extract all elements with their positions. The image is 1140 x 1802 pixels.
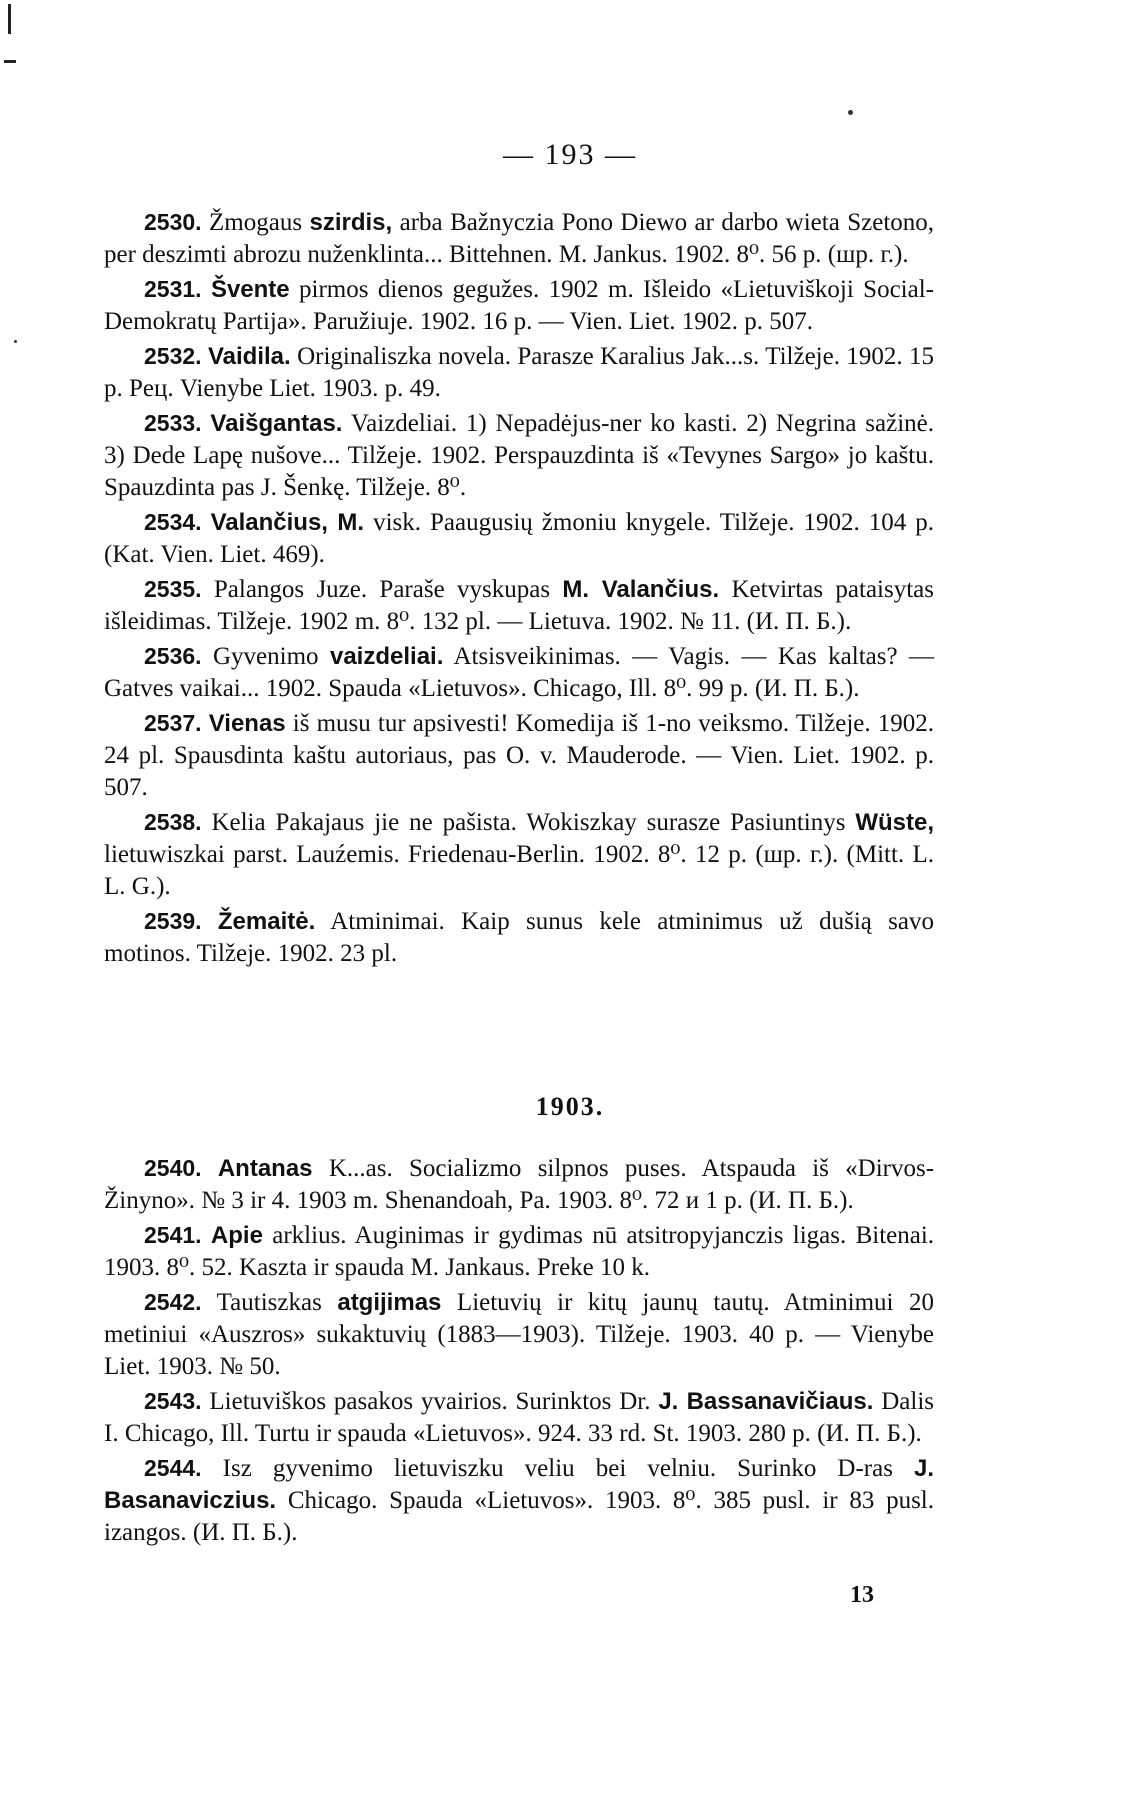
entry-number: 2541. <box>144 1222 202 1248</box>
bibliography-entry <box>104 340 934 405</box>
entry-text: iš musu tur apsivesti! Komedija iš 1-no veiksmo. Tilžeje. 1902. 24 pl. Spausdinta kaštu autoriaus, pas O. v. Mauderode. — Vien. Liet. 1902. p. 507. <box>104 710 935 801</box>
entry-number: 2540. <box>144 1155 202 1181</box>
bibliography-entry <box>104 1219 934 1284</box>
paper-speck <box>848 110 853 115</box>
entries-1902 <box>104 206 934 972</box>
entry-number: 2532. <box>144 343 202 369</box>
entry-text: arba Bažnyczia Pono Diewo ar darbo wieta Szetono, per deszimti abrozu nuženklinta... Bittehnen. M. Jankus. 1902. 8⁰. 56 p. (шр. г.). <box>104 209 935 268</box>
entry-keyword: Žemaitė. <box>217 908 316 935</box>
entry-lead: Gyvenimo <box>213 643 319 670</box>
bibliography-entry <box>104 506 934 571</box>
bibliography-entry <box>104 206 934 271</box>
entry-number: 2530. <box>144 209 202 235</box>
entry-keyword: atgijimas <box>337 1289 442 1316</box>
entry-lead: Isz gyvenimo lietuviszku veliu bei velniu. Surinko D-ras <box>222 1455 893 1482</box>
entry-lead: Lietuviškos pasakos yvairios. Surinktos Dr. <box>209 1388 651 1415</box>
margin-mark <box>8 4 11 34</box>
entry-lead: Žmogaus <box>209 209 303 236</box>
entry-number: 2535. <box>144 576 202 602</box>
entry-text: Originaliszka novela. Parasze Karalius Jak...s. Tilžeje. 1902. 15 p. Peц. Vienybe Liet. 1903. p. 49. <box>104 343 934 402</box>
year-heading: 1903. <box>535 1092 605 1121</box>
bibliography-entry <box>104 640 934 705</box>
entry-keyword: J. Bassanavičiaus. <box>658 1388 874 1415</box>
entry-lead: Kelia Pakajaus jie ne pašista. Wokiszkay surasze Pasiuntinys <box>211 809 846 836</box>
bibliography-entry <box>104 407 934 504</box>
entry-text: lietuwiszkai parst. Lauźemis. Friedenau-Berlin. 1902. 8⁰. 12 p. (шр. г.). (Mitt. L. L. G.). <box>104 841 934 900</box>
bibliography-entry <box>104 1452 934 1549</box>
entry-text: Atsisveikinimas. — Vagis. — Kas kaltas? — Gatves vaikai... 1902. Spauda «Lietuvos». Chicago, Ill. 8⁰. 99 p. (И. П. Б.). <box>104 643 935 702</box>
entry-text: arklius. Auginimas ir gydimas nū atsitropyjanczis ligas. Bitenai. 1903. 8⁰. 52. Kaszta ir spauda M. Jankaus. Preke 10 k. <box>104 1222 935 1281</box>
page-number: — 193 — <box>503 138 637 171</box>
entry-lead: Palangos Juze. Paraše vyskupas <box>213 576 551 603</box>
entry-number: 2543. <box>144 1388 202 1414</box>
entry-keyword: vaizdeliai. <box>329 643 444 670</box>
entry-keyword: J. Basanaviczius. <box>104 1455 935 1514</box>
bibliography-entry <box>104 1385 934 1450</box>
bibliography-entry <box>104 905 934 970</box>
entry-number: 2539. <box>144 908 202 934</box>
entry-number: 2538. <box>144 809 202 835</box>
entry-text: Atminimai. Kaip sunus kele atminimus už dušią savo motinos. Tilžeje. 1902. 23 pl. <box>104 908 935 967</box>
entry-text: K...as. Socializmo silpnos puses. Atspauda iš «Dirvos-Žinyno». № 3 ir 4. 1903 m. Shenandoah, Pa. 1903. 8⁰. 72 и 1 p. (И. П. Б.). <box>104 1155 935 1214</box>
entry-number: 2537. <box>144 710 202 736</box>
entry-keyword: Apie <box>210 1222 263 1249</box>
entry-number: 2536. <box>144 643 202 669</box>
entry-lead: Tautiszkas <box>216 1289 322 1316</box>
bibliography-entry <box>104 1152 934 1217</box>
entry-keyword: M. Valančius. <box>562 576 720 603</box>
entry-text: Lietuvių ir kitų jaunų tautų. Atminimui 20 metiniui «Auszros» sukaktuvių (1883—1903). Tilžeje. 1903. 40 p. — Vienybe Liet. 1903. № 50. <box>104 1289 935 1380</box>
entry-keyword: Wüste, <box>855 809 934 836</box>
entry-keyword: Vaidila. <box>207 343 291 370</box>
entries-1903 <box>104 1152 934 1551</box>
entry-text: Ketvirtas pataisytas išleidimas. Tilžeje. 1902 m. 8⁰. 132 pl. — Lietuva. 1902. № 11. (И. П. Б.). <box>104 576 934 635</box>
entry-keyword: Vaišgantas. <box>210 410 343 437</box>
entry-text: Dalis I. Chicago, Ill. Turtu ir spauda «Lietuvos». 924. 33 rd. St. 1903. 280 p. (И. П. Б.). <box>104 1388 935 1447</box>
entry-number: 2542. <box>144 1289 202 1315</box>
bibliography-entry <box>104 573 934 638</box>
entry-text: pirmos dienos gegužes. 1902 m. Išleido «Lietuviškoji Social-Demokratų Partija». Paružiuje. 1902. 16 p. — Vien. Liet. 1902. p. 507. <box>104 276 934 335</box>
bibliography-entry <box>104 1286 934 1383</box>
entry-keyword: szirdis, <box>309 209 393 236</box>
paper-speck <box>14 340 17 343</box>
entry-number: 2544. <box>144 1455 202 1481</box>
signature-mark: 13 <box>850 1582 874 1608</box>
entry-keyword: Vienas <box>208 710 286 737</box>
entry-text: Vaizdeliai. 1) Nepadėjus-ner ko kasti. 2) Negrina sažinė. 3) Dede Lapę nušove... Tilžeje. 1902. Perspauzdinta iš «Tevynes Sargo» jo kaštu. Spauzdinta pas J. Šenkę. Tilžeje. 8⁰. <box>104 410 934 501</box>
entry-number: 2531. <box>144 276 202 302</box>
entry-text: visk. Paaugusių žmoniu knygele. Tilžeje. 1902. 104 p. (Kat. Vien. Liet. 469). <box>104 509 935 568</box>
bibliography-entry <box>104 707 934 804</box>
entry-number: 2534. <box>144 509 202 535</box>
bibliography-entry <box>104 273 934 338</box>
bibliography-entry <box>104 806 934 903</box>
entry-keyword: Švente <box>210 276 290 303</box>
entry-keyword: Antanas <box>217 1155 313 1182</box>
entry-number: 2533. <box>144 410 202 436</box>
entry-keyword: Valančius, M. <box>210 509 365 536</box>
entry-text: Chicago. Spauda «Lietuvos». 1903. 8⁰. 385 pusl. ir 83 pusl. izangos. (И. П. Б.). <box>104 1487 935 1546</box>
margin-mark <box>4 60 16 63</box>
